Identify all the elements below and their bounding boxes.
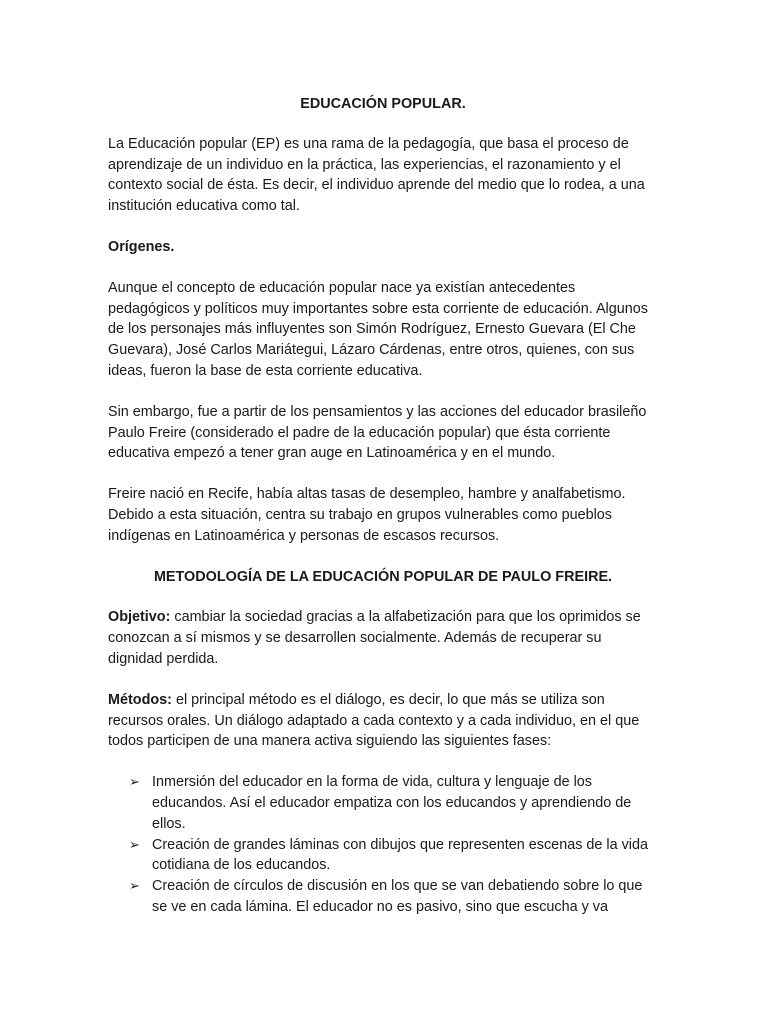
phases-list — [108, 772, 658, 918]
document-title: EDUCACIÓN POPULAR. — [300, 96, 466, 112]
origins-heading: Orígenes. — [108, 238, 175, 255]
list-item — [129, 835, 658, 877]
origins-paragraph-2: Sin embargo, fue a partir de los pensamientos y las acciones del educador brasileño Paulo Freire (considerado el padre de la educación popular) que ésta corriente educativa empezó a tener gran auge en Latinoamérica y en el mundo. — [108, 403, 647, 462]
arrow-bullet-icon: ➢ — [129, 836, 140, 852]
phase-text: Creación de círculos de discusión en los que se van debatiendo sobre lo que se ve en cada lámina. El educador no es pasivo, sino que escucha y va — [152, 878, 643, 915]
methods-paragraph — [108, 690, 658, 752]
origins-paragraph-3: Freire nació en Recife, había altas tasas de desempleo, hambre y analfabetismo. Debido a esta situación, centra su trabajo en grupos vulnerables como pueblos indígenas en Latinoamérica y personas de escasos recursos. — [108, 486, 626, 544]
objective-text: cambiar la sociedad gracias a la alfabetización para que los oprimidos se conozcan a sí mismos y se desarrollen socialmente. Además de recuperar su dignidad perdida. — [108, 609, 641, 667]
document-page — [108, 94, 658, 918]
intro-paragraph: La Educación popular (EP) es una rama de la pedagogía, que basa el proceso de aprendizaje de un individuo en la práctica, las experiencias, el razonamiento y el contexto social de ésta. Es decir, el individuo aprende del medio que lo rodea, a una institución educativa como tal. — [108, 135, 645, 215]
list-item — [129, 876, 658, 918]
phase-text: Inmersión del educador en la forma de vida, cultura y lenguaje de los educandos. Así el educador empatiza con los educandos y aprendiendo de ellos. — [152, 774, 632, 832]
methods-text: el principal método es el diálogo, es decir, lo que más se utiliza son recursos orales. Un diálogo adaptado a cada contexto y a cada individuo, en el que todos participen de una manera activa siguiendo las siguientes fases: — [108, 691, 640, 750]
list-item — [129, 772, 658, 834]
objective-paragraph — [108, 607, 658, 669]
objective-label: Objetivo: — [108, 609, 171, 626]
methodology-heading: METODOLOGÍA DE LA EDUCACIÓN POPULAR DE PAULO FREIRE. — [153, 568, 613, 585]
methods-label: Métodos: — [108, 691, 172, 708]
arrow-bullet-icon: ➢ — [129, 774, 140, 790]
arrow-bullet-icon: ➢ — [129, 878, 140, 894]
origins-paragraph-1: Aunque el concepto de educación popular nace ya existían antecedentes pedagógicos y políticos muy importantes sobre esta corriente de educación. Algunos de los personajes más influyentes son Simón Rodríguez, Ernesto Guevara (El Che Guevara), José Carlos Mariátegui, Lázaro Cárdenas, entre otros, quienes, con sus ideas, fueron la base de esta corriente educativa. — [108, 279, 648, 379]
phase-text: Creación de grandes láminas con dibujos que representen escenas de la vida cotidiana de los educandos. — [152, 836, 648, 874]
